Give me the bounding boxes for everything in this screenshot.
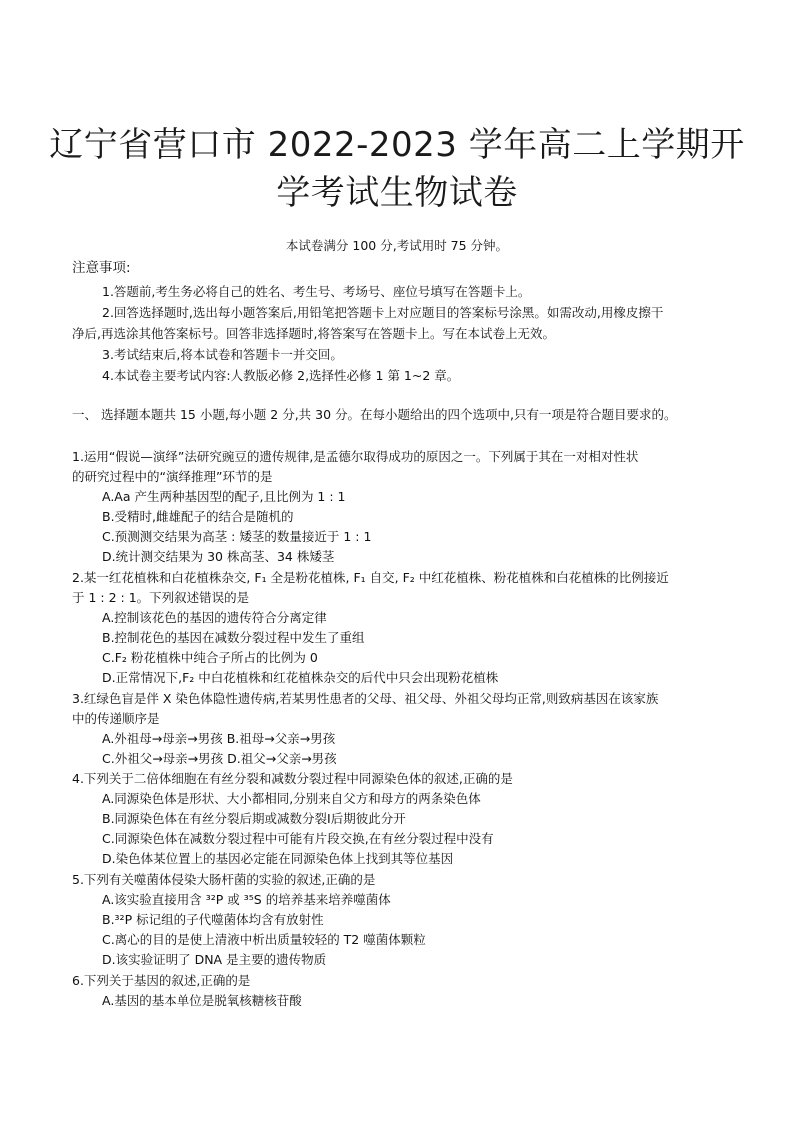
q1-option-c: C.预测测交结果为高茎 : 矮茎的数量接近于 1 : 1 (102, 529, 372, 544)
q3-stem-2: 中的传递顺序是 (72, 711, 160, 726)
q5-option-a: A.该实验直接用含 ³²P 或 ³⁵S 的培养基来培养噬菌体 (102, 892, 391, 907)
title-line-2: 学考试生物试卷 (276, 173, 518, 213)
q2-option-c: C.F₂ 粉花植株中纯合子所占的比例为 0 (102, 650, 318, 665)
q4-option-c: C.同源染色体在减数分裂过程中可能有片段交换,在有丝分裂过程中没有 (102, 831, 494, 846)
q1-option-d: D.统计测交结果为 30 株高茎、34 株矮茎 (102, 549, 335, 564)
q5-stem-1: 5.下列有关噬菌体侵染大肠杆菌的实验的叙述,正确的是 (72, 872, 376, 887)
q2-option-d: D.正常情况下,F₂ 中白花植株和红花植株杂交的后代中只会出现粉花植株 (102, 670, 499, 685)
q1-stem-1: 1.运用“假说—演绎”法研究豌豆的遗传规律,是孟德尔取得成功的原因之一。下列属于其在一对相对性状 (72, 449, 639, 464)
notice-1: 1.答题前,考生务必将自己的姓名、考生号、考场号、座位号填写在答题卡上。 (102, 284, 531, 299)
q4-stem-1: 4.下列关于二倍体细胞在有丝分裂和减数分裂过程中同源染色体的叙述,正确的是 (72, 771, 513, 786)
q4-option-d: D.染色体某位置上的基因必定能在同源染色体上找到其等位基因 (102, 851, 454, 866)
q1-option-b: B.受精时,雌雄配子的结合是随机的 (102, 509, 294, 524)
section-heading: 一、 选择题本题共 15 小题,每小题 2 分,共 30 分。在每小题给出的四个选项中,只有一项是符合题目要求的。 (72, 407, 677, 422)
notice-2: 2.回答选择题时,选出每小题答案后,用铅笔把答题卡上对应题目的答案标号涂黑。如需改动,用橡皮擦干 (102, 305, 664, 320)
q3-options-cd: C.外祖父→母亲→男孩 D.祖父→父亲→男孩 (102, 751, 337, 766)
q2-stem-2: 于 1 : 2 : 1。下列叙述错误的是 (72, 590, 250, 605)
q3-options-ab: A.外祖母→母亲→男孩 B.祖母→父亲→男孩 (102, 731, 336, 746)
q2-option-b: B.控制花色的基因在减数分裂过程中发生了重组 (102, 630, 365, 645)
notice-heading: 注意事项: (72, 260, 131, 276)
q5-option-b: B.³²P 标记组的子代噬菌体均含有放射性 (102, 912, 324, 927)
q1-stem-2: 的研究过程中的“演绎推理”环节的是 (72, 469, 273, 484)
q6-option-a: A.基因的基本单位是脱氧核糖核苷酸 (102, 993, 302, 1008)
q2-option-a: A.控制该花色的基因的遗传符合分离定律 (102, 610, 327, 625)
q1-option-a: A.Aa 产生两种基因型的配子,且比例为 1 : 1 (102, 489, 346, 504)
notice-4: 4.本试卷主要考试内容:人教版必修 2,选择性必修 1 第 1~2 章。 (102, 368, 460, 383)
q3-stem-1: 3.红绿色盲是伴 X 染色体隐性遗传病,若某男性患者的父母、祖父母、外祖父母均正常,则致病基因在该家族 (72, 691, 659, 706)
q5-option-c: C.离心的目的是使上清液中析出质量较轻的 T2 噬菌体颗粒 (102, 932, 426, 947)
q4-option-b: B.同源染色体在有丝分裂后期或减数分裂Ⅰ后期彼此分开 (102, 811, 406, 826)
title-line-1: 辽宁省营口市 2022-2023 学年高二上学期开 (49, 125, 745, 165)
q5-option-d: D.该实验证明了 DNA 是主要的遗传物质 (102, 952, 327, 967)
q6-stem-1: 6.下列关于基因的叙述,正确的是 (72, 973, 251, 988)
q2-stem-1: 2.某一红花植株和白花植株杂交, F₁ 全是粉花植株, F₁ 自交, F₂ 中红花植株、粉花植株和白花植株的比例接近 (72, 570, 669, 585)
notice-2-cont: 净后,再选涂其他答案标号。回答非选择题时,将答案写在答题卡上。写在本试卷上无效。 (72, 326, 555, 341)
q4-option-a: A.同源染色体是形状、大小都相同,分别来自父方和母方的两条染色体 (102, 791, 481, 806)
notice-3: 3.考试结束后,将本试卷和答题卡一并交回。 (102, 347, 343, 362)
exam-info: 本试卷满分 100 分,考试用时 75 分钟。 (285, 238, 509, 253)
